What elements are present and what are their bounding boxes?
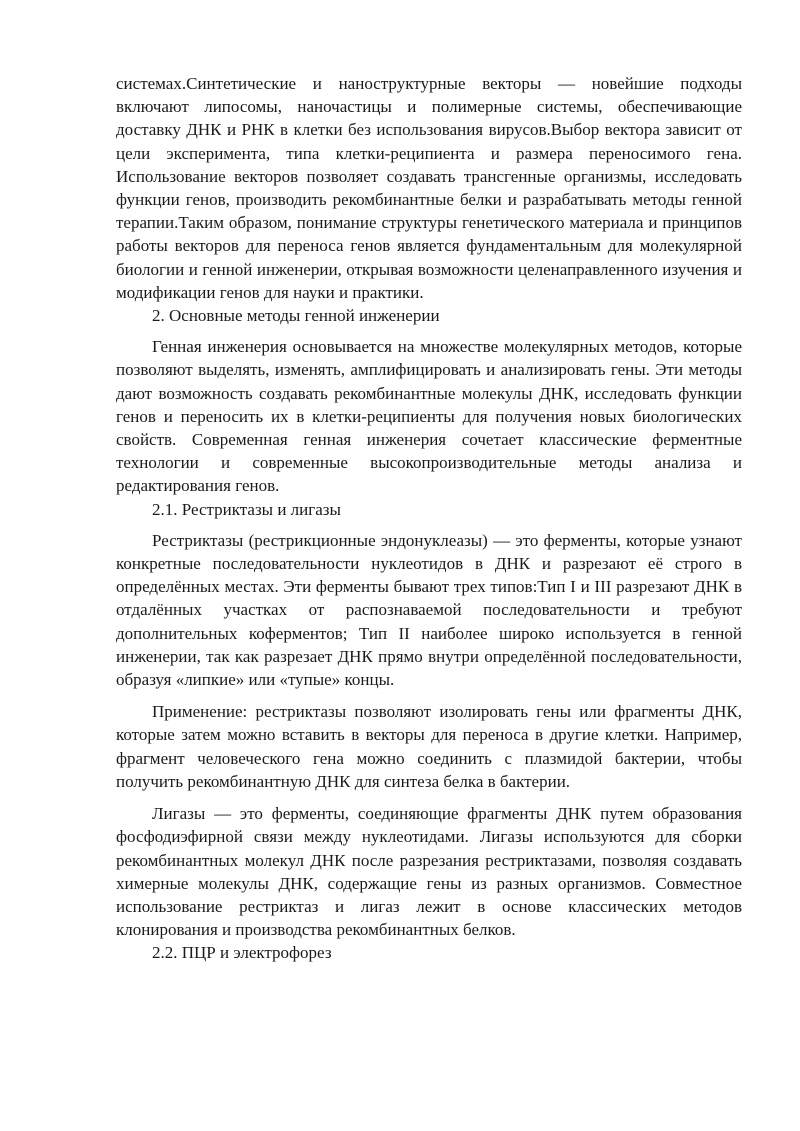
- section-2-1-heading: 2.1. Рестриктазы и лигазы: [152, 499, 341, 519]
- document-page: [116, 72, 742, 965]
- section-2-paragraph: Генная инженерия основывается на множестве молекулярных методов, которые позволяют выделять, изменять, амплифицировать и анализировать гены. Эти методы дают возможность создавать рекомбинантные молекулы ДНК, исследовать функции генов и переносить их в клетки-реципиенты для получения новых биологических свойств. Современная генная инженерия сочетает классические ферментные технологии и современные высокопроизводительные методы анализа и редактирования генов.: [116, 337, 742, 496]
- restriction-enzymes-paragraph: Рестриктазы (рестрикционные эндонуклеазы) — это ферменты, которые узнают конкретные последовательности нуклеотидов в ДНК и разрезают её строго в определённых местах. Эти ферменты бывают трех типов:Тип I и III разрезают ДНК в отдалённых участках от распознаваемой последовательности и требуют дополнительных коферментов; Тип II наиболее широко используется в генной инженерии, так как разрезает ДНК прямо внутри определённой последовательности, образуя «липкие» или «тупые» концы.: [116, 530, 742, 690]
- section-2-heading: 2. Основные методы генной инженерии: [152, 306, 440, 326]
- section-2-2-heading: 2.2. ПЦР и электрофорез: [152, 943, 332, 963]
- application-paragraph: Применение: рестриктазы позволяют изолировать гены или фрагменты ДНК, которые затем можно вставить в векторы для переноса в другие клетки. Например, фрагмент человеческого гена можно соединить с плазмидой бактерии, чтобы получить рекомбинантную ДНК для синтеза белка в бактерии.: [116, 702, 742, 791]
- intro-paragraph: системах.Синтетические и наноструктурные векторы — новейшие подходы включают липосомы, наночастицы и полимерные системы, обеспечивающие доставку ДНК и РНК в клетки без использования вирусов.Выбор вектора зависит от цели эксперимента, типа клетки-реципиента и размера переносимого гена. Использование векторов позволяет создавать трансгенные организмы, исследовать функции генов, производить рекомбинантные белки и разрабатывать методы генной терапии.Таким образом, понимание структуры генетического материала и принципов работы векторов для переноса генов является фундаментальным для молекулярной биологии и генной инженерии, открывая возможности целенаправленного изучения и модификации генов для науки и практики.: [116, 74, 742, 302]
- ligases-paragraph: Лигазы — это ферменты, соединяющие фрагменты ДНК путем образования фосфодиэфирной связи между нуклеотидами. Лигазы используются для сборки рекомбинантных молекул ДНК после разрезания рестриктазами, позволяя создавать химерные молекулы ДНК, содержащие гены из разных организмов. Совместное использование рестриктаз и лигаз лежит в основе классических методов клонирования и производства рекомбинантных белков.: [116, 804, 742, 940]
